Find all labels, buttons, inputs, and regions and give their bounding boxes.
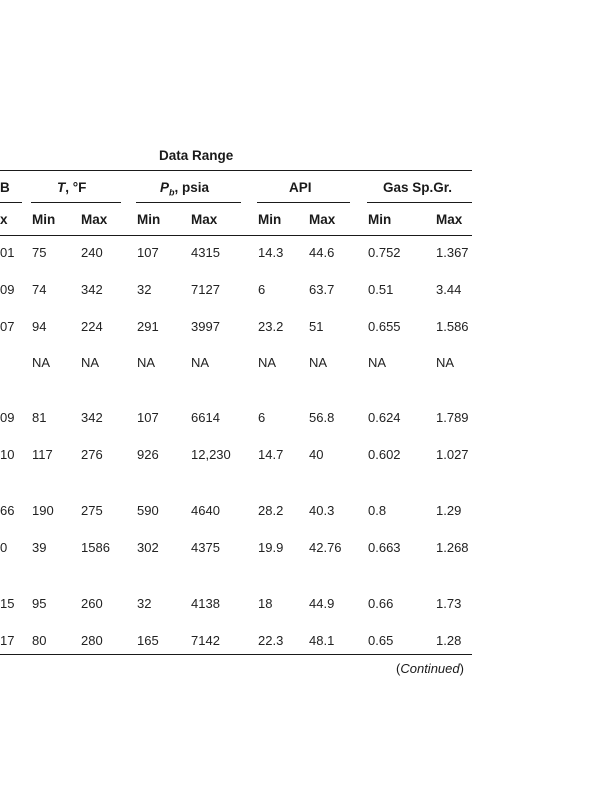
partial-cell: 66: [0, 503, 15, 518]
api-min-cell: 6: [258, 410, 266, 425]
pb-min-cell: 302: [137, 540, 159, 555]
sg-min-cell: 0.752: [368, 245, 401, 260]
t-min-cell: 94: [32, 319, 47, 334]
pb-min-header: Min: [137, 212, 161, 227]
sg-min-cell: 0.51: [368, 282, 394, 297]
t-max-cell: 276: [81, 447, 103, 462]
pb-max-header: Max: [191, 212, 218, 227]
partial-group-rule: [0, 202, 22, 203]
pb-max-cell: 4315: [191, 245, 220, 260]
t-min-cell: 80: [32, 633, 47, 648]
api-max-cell: 63.7: [309, 282, 335, 297]
api-max-cell: 40: [309, 447, 324, 462]
t-max-header: Max: [81, 212, 108, 227]
t-max-cell: 224: [81, 319, 103, 334]
sg-max-header: Max: [436, 212, 463, 227]
t-max-cell: 260: [81, 596, 103, 611]
sg-max-cell: 1.027: [436, 447, 469, 462]
api-max-cell: 44.6: [309, 245, 335, 260]
api-min-cell: 22.3: [258, 633, 284, 648]
data-range-header: Data Range: [159, 148, 234, 163]
partial-cell: 10: [0, 447, 15, 462]
sg-min-cell: 0.663: [368, 540, 401, 555]
api-max-cell: 48.1: [309, 633, 335, 648]
pb-min-cell: NA: [137, 355, 156, 370]
api-min-cell: 14.7: [258, 447, 284, 462]
sg-min-cell: 0.602: [368, 447, 401, 462]
api-max-header: Max: [309, 212, 336, 227]
pb-max-cell: 4138: [191, 596, 220, 611]
pb-min-cell: 291: [137, 319, 159, 334]
gas-sg-group-rule: [367, 202, 472, 203]
pb-min-cell: 590: [137, 503, 159, 518]
pb-group-label: $P_b$, psia: [160, 180, 210, 198]
api-group-label: API: [289, 180, 312, 195]
api-max-cell: 40.3: [309, 503, 335, 518]
temperature-group-label: T, °F: [57, 180, 87, 195]
sg-max-cell: 1.586: [436, 319, 469, 334]
api-max-cell: 51: [309, 319, 324, 334]
api-max-cell: NA: [309, 355, 328, 370]
pb-max-cell: 4375: [191, 540, 220, 555]
t-max-cell: NA: [81, 355, 100, 370]
t-max-cell: 1586: [81, 540, 110, 555]
temperature-group-rule: [31, 202, 121, 203]
partial-cell: 17: [0, 633, 15, 648]
api-min-cell: 18: [258, 596, 273, 611]
partial-cell: 07: [0, 319, 15, 334]
pb-min-cell: 32: [137, 282, 152, 297]
sg-min-cell: 0.655: [368, 319, 401, 334]
sg-max-cell: 1.789: [436, 410, 469, 425]
sg-max-cell: 1.73: [436, 596, 462, 611]
t-min-cell: 117: [32, 447, 53, 462]
sg-max-cell: 3.44: [436, 282, 462, 297]
pb-max-cell: 6614: [191, 410, 220, 425]
t-min-cell: 39: [32, 540, 47, 555]
partial-cell: 15: [0, 596, 15, 611]
partial-max-header: x: [0, 212, 8, 227]
sg-min-cell: 0.624: [368, 410, 401, 425]
api-min-cell: 6: [258, 282, 266, 297]
t-min-header: Min: [32, 212, 56, 227]
t-max-cell: 342: [81, 410, 103, 425]
pb-max-cell: 3997: [191, 319, 220, 334]
partial-cell: 01: [0, 245, 15, 260]
pb-max-cell: 7127: [191, 282, 220, 297]
api-max-cell: 42.76: [309, 540, 342, 555]
api-min-cell: 28.2: [258, 503, 284, 518]
api-min-cell: NA: [258, 355, 277, 370]
continued-note: (Continued): [396, 661, 464, 676]
pb-max-cell: 7142: [191, 633, 220, 648]
pb-min-cell: 926: [137, 447, 159, 462]
pb-group-rule: [136, 202, 241, 203]
pb-min-cell: 165: [137, 633, 159, 648]
sg-min-cell: 0.66: [368, 596, 394, 611]
pb-max-cell: 4640: [191, 503, 220, 518]
t-max-cell: 280: [81, 633, 103, 648]
pb-min-cell: 107: [137, 245, 159, 260]
api-min-cell: 23.2: [258, 319, 284, 334]
api-min-cell: 19.9: [258, 540, 284, 555]
sg-max-cell: 1.28: [436, 633, 462, 648]
t-min-cell: 75: [32, 245, 47, 260]
sg-min-cell: 0.65: [368, 633, 394, 648]
api-min-header: Min: [258, 212, 282, 227]
t-min-cell: NA: [32, 355, 51, 370]
t-min-cell: 74: [32, 282, 47, 297]
partial-cell: 09: [0, 410, 15, 425]
t-min-cell: 81: [32, 410, 47, 425]
sg-max-cell: NA: [436, 355, 455, 370]
sg-min-cell: 0.8: [368, 503, 387, 518]
table-bottom-rule: [0, 654, 472, 655]
api-max-cell: 44.9: [309, 596, 335, 611]
t-max-cell: 275: [81, 503, 103, 518]
pb-max-cell: NA: [191, 355, 210, 370]
partial-cell: 0: [0, 540, 8, 555]
t-min-cell: 190: [32, 503, 54, 518]
sg-min-cell: NA: [368, 355, 387, 370]
pb-min-cell: 32: [137, 596, 152, 611]
api-group-rule: [257, 202, 350, 203]
sg-max-cell: 1.367: [436, 245, 469, 260]
sg-min-header: Min: [368, 212, 392, 227]
header-bottom-rule: [0, 235, 472, 236]
t-min-cell: 95: [32, 596, 47, 611]
gas-sg-group-label: Gas Sp.Gr.: [383, 180, 453, 195]
pb-max-cell: 12,230: [191, 447, 231, 462]
pb-min-cell: 107: [137, 410, 159, 425]
partial-group-label: B: [0, 180, 10, 195]
sg-max-cell: 1.29: [436, 503, 462, 518]
top-rule: [0, 170, 472, 171]
t-max-cell: 342: [81, 282, 103, 297]
api-min-cell: 14.3: [258, 245, 284, 260]
partial-cell: 09: [0, 282, 15, 297]
sg-max-cell: 1.268: [436, 540, 469, 555]
t-max-cell: 240: [81, 245, 103, 260]
api-max-cell: 56.8: [309, 410, 335, 425]
